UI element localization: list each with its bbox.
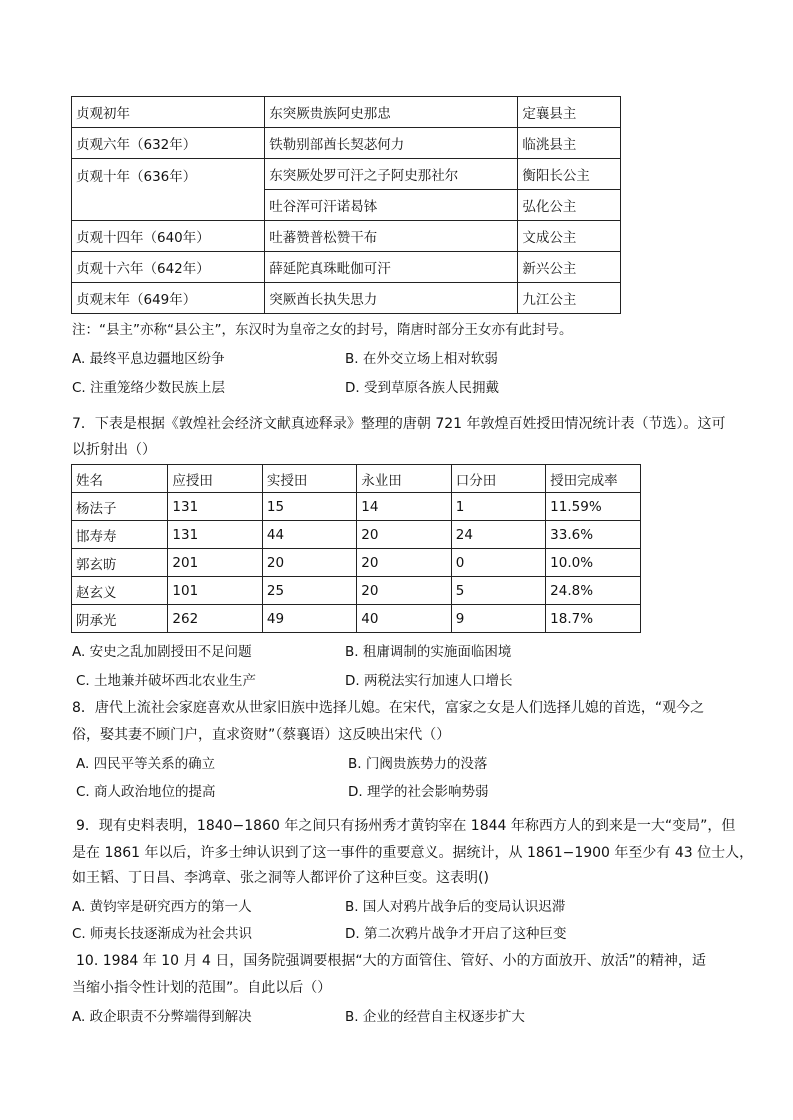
- table-cell: 201: [168, 549, 262, 577]
- table-header-row: [72, 465, 641, 493]
- table-cell: 11.59%: [546, 493, 641, 521]
- table-cell: 阴承光: [72, 605, 168, 633]
- header-cell: 应授田: [168, 465, 262, 493]
- table-cell: 吐蕃赞普松赞干布: [265, 221, 518, 252]
- question-10-stem: 10. 1984 年 10 月 4 日，国务院强调要根据“大的方面管住、管好、小的方面放开、放活”的精神，适: [76, 953, 706, 969]
- table-cell: 14: [357, 493, 451, 521]
- table-cell: 1: [451, 493, 545, 521]
- table-row: [72, 493, 641, 521]
- table-cell: 20: [262, 549, 356, 577]
- table-cell: 18.7%: [546, 605, 641, 633]
- header-cell: 永业田: [357, 465, 451, 493]
- question-7-stem-cont: 以折射出（）: [72, 442, 156, 458]
- table-row: [72, 605, 641, 633]
- table-cell: 贞观十六年（642年）: [72, 252, 265, 283]
- option-b: B. 租庸调制的实施面临困境: [345, 644, 512, 660]
- option-a: A. 四民平等关系的确立: [76, 756, 216, 772]
- option-a: A. 黄钧宰是研究西方的第一人: [72, 899, 252, 915]
- option-d: D. 两税法实行加速人口增长: [345, 673, 513, 689]
- table-cell: 赵玄义: [72, 577, 168, 605]
- table-row: [72, 128, 621, 159]
- table-cell: 0: [451, 549, 545, 577]
- table-cell: 邯寿寿: [72, 521, 168, 549]
- option-a: A. 安史之乱加剧授田不足问题: [72, 644, 252, 660]
- table-cell: 131: [168, 521, 262, 549]
- header-cell: 实授田: [262, 465, 356, 493]
- table-cell: 贞观末年（649年）: [72, 283, 265, 314]
- table-cell: 东突厥处罗可汗之子阿史那社尔: [265, 159, 518, 190]
- option-d: D. 第二次鸦片战争才开启了这种巨变: [345, 926, 567, 942]
- table-cell: 49: [262, 605, 356, 633]
- land-grant-table: [71, 464, 641, 633]
- table-cell: 贞观十四年（640年）: [72, 221, 265, 252]
- table-cell: 贞观六年（632年）: [72, 128, 265, 159]
- table-cell: 5: [451, 577, 545, 605]
- table-cell: 郭玄昉: [72, 549, 168, 577]
- option-d: D. 受到草原各族人民拥戴: [345, 380, 499, 396]
- table-cell: 44: [262, 521, 356, 549]
- table-cell: 文成公主: [518, 221, 621, 252]
- table-row: [72, 252, 621, 283]
- option-b: B. 门阀贵族势力的没落: [348, 756, 488, 772]
- table-cell: 101: [168, 577, 262, 605]
- option-c: C. 商人政治地位的提高: [76, 784, 216, 800]
- table-cell: 弘化公主: [518, 190, 621, 221]
- table-cell: 定襄县主: [518, 97, 621, 128]
- header-cell: 口分田: [451, 465, 545, 493]
- table-cell: 9: [451, 605, 545, 633]
- table-cell: 10.0%: [546, 549, 641, 577]
- table-cell: 24.8%: [546, 577, 641, 605]
- table-row: [72, 577, 641, 605]
- table-cell: 贞观初年: [72, 97, 265, 128]
- table-row: [72, 549, 641, 577]
- option-b: B. 企业的经营自主权逐步扩大: [345, 1009, 525, 1025]
- table-cell: 20: [357, 549, 451, 577]
- table-row: [72, 97, 621, 128]
- option-d: D. 理学的社会影响势弱: [348, 784, 489, 800]
- question-9-stem: 9．现有史料表明，1840−1860 年之间只有扬州秀才黄钧宰在 1844 年称西方人的到来是一大“变局”，但: [76, 818, 736, 834]
- table-cell: 九江公主: [518, 283, 621, 314]
- option-c: C. 师夷长技逐渐成为社会共识: [72, 926, 253, 942]
- option-a: A. 最终平息边疆地区纷争: [72, 351, 225, 367]
- table-cell: 吐谷浑可汗诺曷钵: [265, 190, 518, 221]
- question-10-stem-cont: 当缩小指令性计划的范围”。自此以后（）: [72, 980, 332, 996]
- option-a: A. 政企职责不分弊端得到解决: [72, 1009, 252, 1025]
- table-cell: 衡阳长公主: [518, 159, 621, 190]
- table-cell: 新兴公主: [518, 252, 621, 283]
- header-cell: 授田完成率: [546, 465, 641, 493]
- table-cell: 突厥酋长执失思力: [265, 283, 518, 314]
- table-cell: 262: [168, 605, 262, 633]
- table-cell: 131: [168, 493, 262, 521]
- table-cell: 铁勒别部酋长契苾何力: [265, 128, 518, 159]
- table-note: 注：“县主”亦称“县公主”，东汉时为皇帝之女的封号，隋唐时部分王女亦有此封号。: [72, 322, 573, 338]
- option-c: C. 土地兼并破坏西北农业生产: [76, 673, 257, 689]
- table-row: [72, 521, 641, 549]
- table-cell: 20: [357, 577, 451, 605]
- table-cell: 40: [357, 605, 451, 633]
- table-cell: 15: [262, 493, 356, 521]
- table-cell: 东突厥贵族阿史那忠: [265, 97, 518, 128]
- table-cell: 薛延陀真珠毗伽可汗: [265, 252, 518, 283]
- question-8-stem: 8．唐代上流社会家庭喜欢从世家旧族中选择儿媳。在宋代，富家之女是人们选择儿媳的首选，“观今之: [72, 700, 705, 716]
- question-9-stem-cont: 是在 1861 年以后，许多士绅认识到了这一事件的重要意义。据统计，从 1861−1900 年至少有 43 位士人，: [72, 845, 754, 861]
- table-row: [72, 283, 621, 314]
- table-cell: 杨法子: [72, 493, 168, 521]
- option-b: B. 国人对鸦片战争后的变局认识迟滞: [345, 899, 566, 915]
- table-cell: 20: [357, 521, 451, 549]
- table-row: [72, 159, 621, 190]
- table-row: [72, 221, 621, 252]
- question-7-stem: 7．下表是根据《敦煌社会经济文献真迹释录》整理的唐朝 721 年敦煌百姓授田情况统计表（节选）。这可: [72, 416, 726, 432]
- question-8-stem-cont: 俗，娶其妻不顾门户，直求资财”（蔡襄语）这反映出宋代（）: [72, 727, 451, 743]
- header-cell: 姓名: [72, 465, 168, 493]
- question-9-stem-cont2: 如王韬、丁日昌、李鸿章、张之洞等人都评价了这种巨变。这表明(): [72, 870, 489, 886]
- marriage-table: [71, 96, 621, 314]
- option-c: C. 注重笼络少数民族上层: [72, 380, 226, 396]
- table-cell: 临洮县主: [518, 128, 621, 159]
- table-cell: 25: [262, 577, 356, 605]
- table-cell: 贞观十年（636年）: [72, 159, 265, 221]
- option-b: B. 在外交立场上相对软弱: [345, 351, 498, 367]
- table-cell: 33.6%: [546, 521, 641, 549]
- table-cell: 24: [451, 521, 545, 549]
